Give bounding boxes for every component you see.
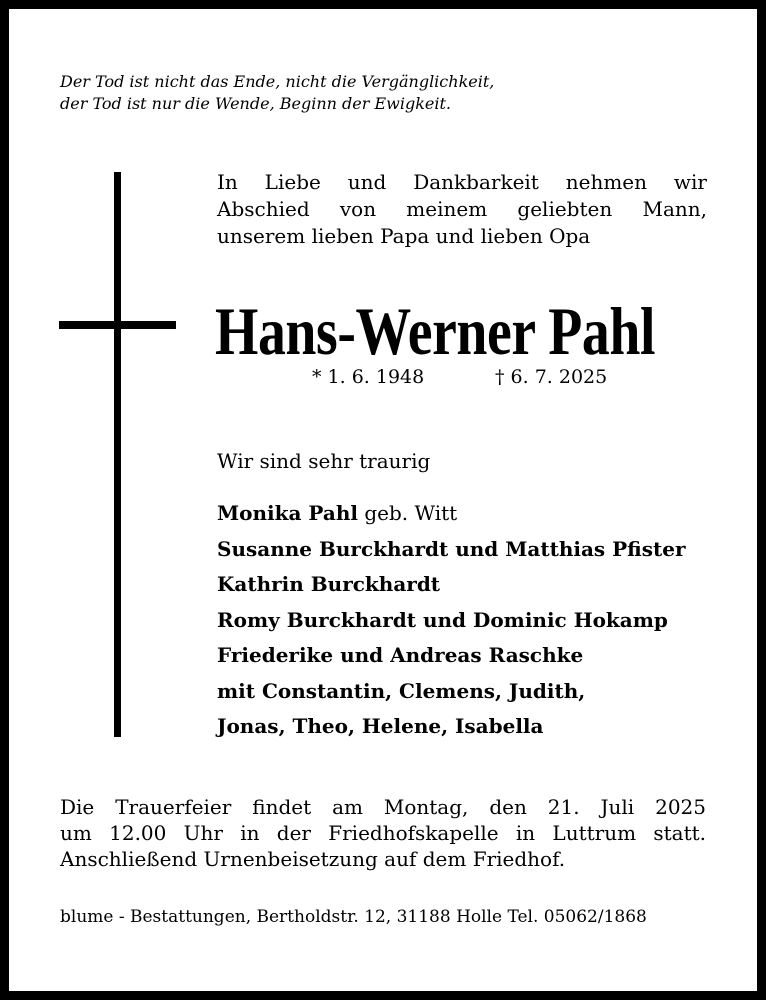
deceased-name: Hans-Werner Pahl [215,293,656,369]
death-date: † 6. 7. 2025 [495,366,608,388]
intro-text [217,169,707,250]
cross-icon-vertical [114,172,121,737]
funeral-home-info: blume - Bestattungen, Bertholdstr. 12, 31188 Holle Tel. 05062/1868 [60,907,647,927]
mourner-line [217,674,717,710]
mourner-line [217,532,717,568]
mourner-name: Friederike und Andreas Raschke [217,643,584,667]
poem-line: Der Tod ist nicht das Ende, nicht die Vergänglichkeit, [60,72,495,91]
mourner-line [217,496,717,532]
mourner-name: Monika Pahl [217,501,358,525]
obituary-card [9,9,757,991]
poem [60,71,700,115]
service-line: Die Trauerfeier findet am Montag, den 21. Juli 2025 [60,795,706,819]
mourner-line [217,638,717,674]
birth-date: * 1. 6. 1948 [312,366,425,388]
maiden-name: geb. Witt [364,501,458,525]
mourner-line [217,603,717,639]
service-line: um 12.00 Uhr in der Friedhofskapelle in Luttrum statt. [60,821,706,845]
mourner-name: Romy Burckhardt und Dominic Hokamp [217,607,668,632]
closing-phrase: Wir sind sehr traurig [217,449,431,473]
poem-line: der Tod ist nur die Wende, Beginn der Ewigkeit. [60,94,451,113]
mourner-line [217,567,717,603]
intro-line: Abschied von meinem geliebten Mann, [217,197,707,221]
mourners-list [217,496,717,745]
intro-line: In Liebe und Dankbarkeit nehmen wir [217,170,707,194]
mourner-line [217,709,717,745]
mourner-name: mit Constantin, Clemens, Judith, [217,678,586,703]
mourner-name: Susanne Burckhardt und Matthias Pfister [217,536,686,561]
service-line: Anschließend Urnenbeisetzung auf dem Friedhof. [60,847,566,871]
cross-icon-horizontal [59,321,176,329]
service-info [60,794,706,872]
mourner-name: Kathrin Burckhardt [217,572,441,596]
mourner-name: Jonas, Theo, Helene, Isabella [217,714,544,738]
intro-line: unserem lieben Papa und lieben Opa [217,224,591,248]
